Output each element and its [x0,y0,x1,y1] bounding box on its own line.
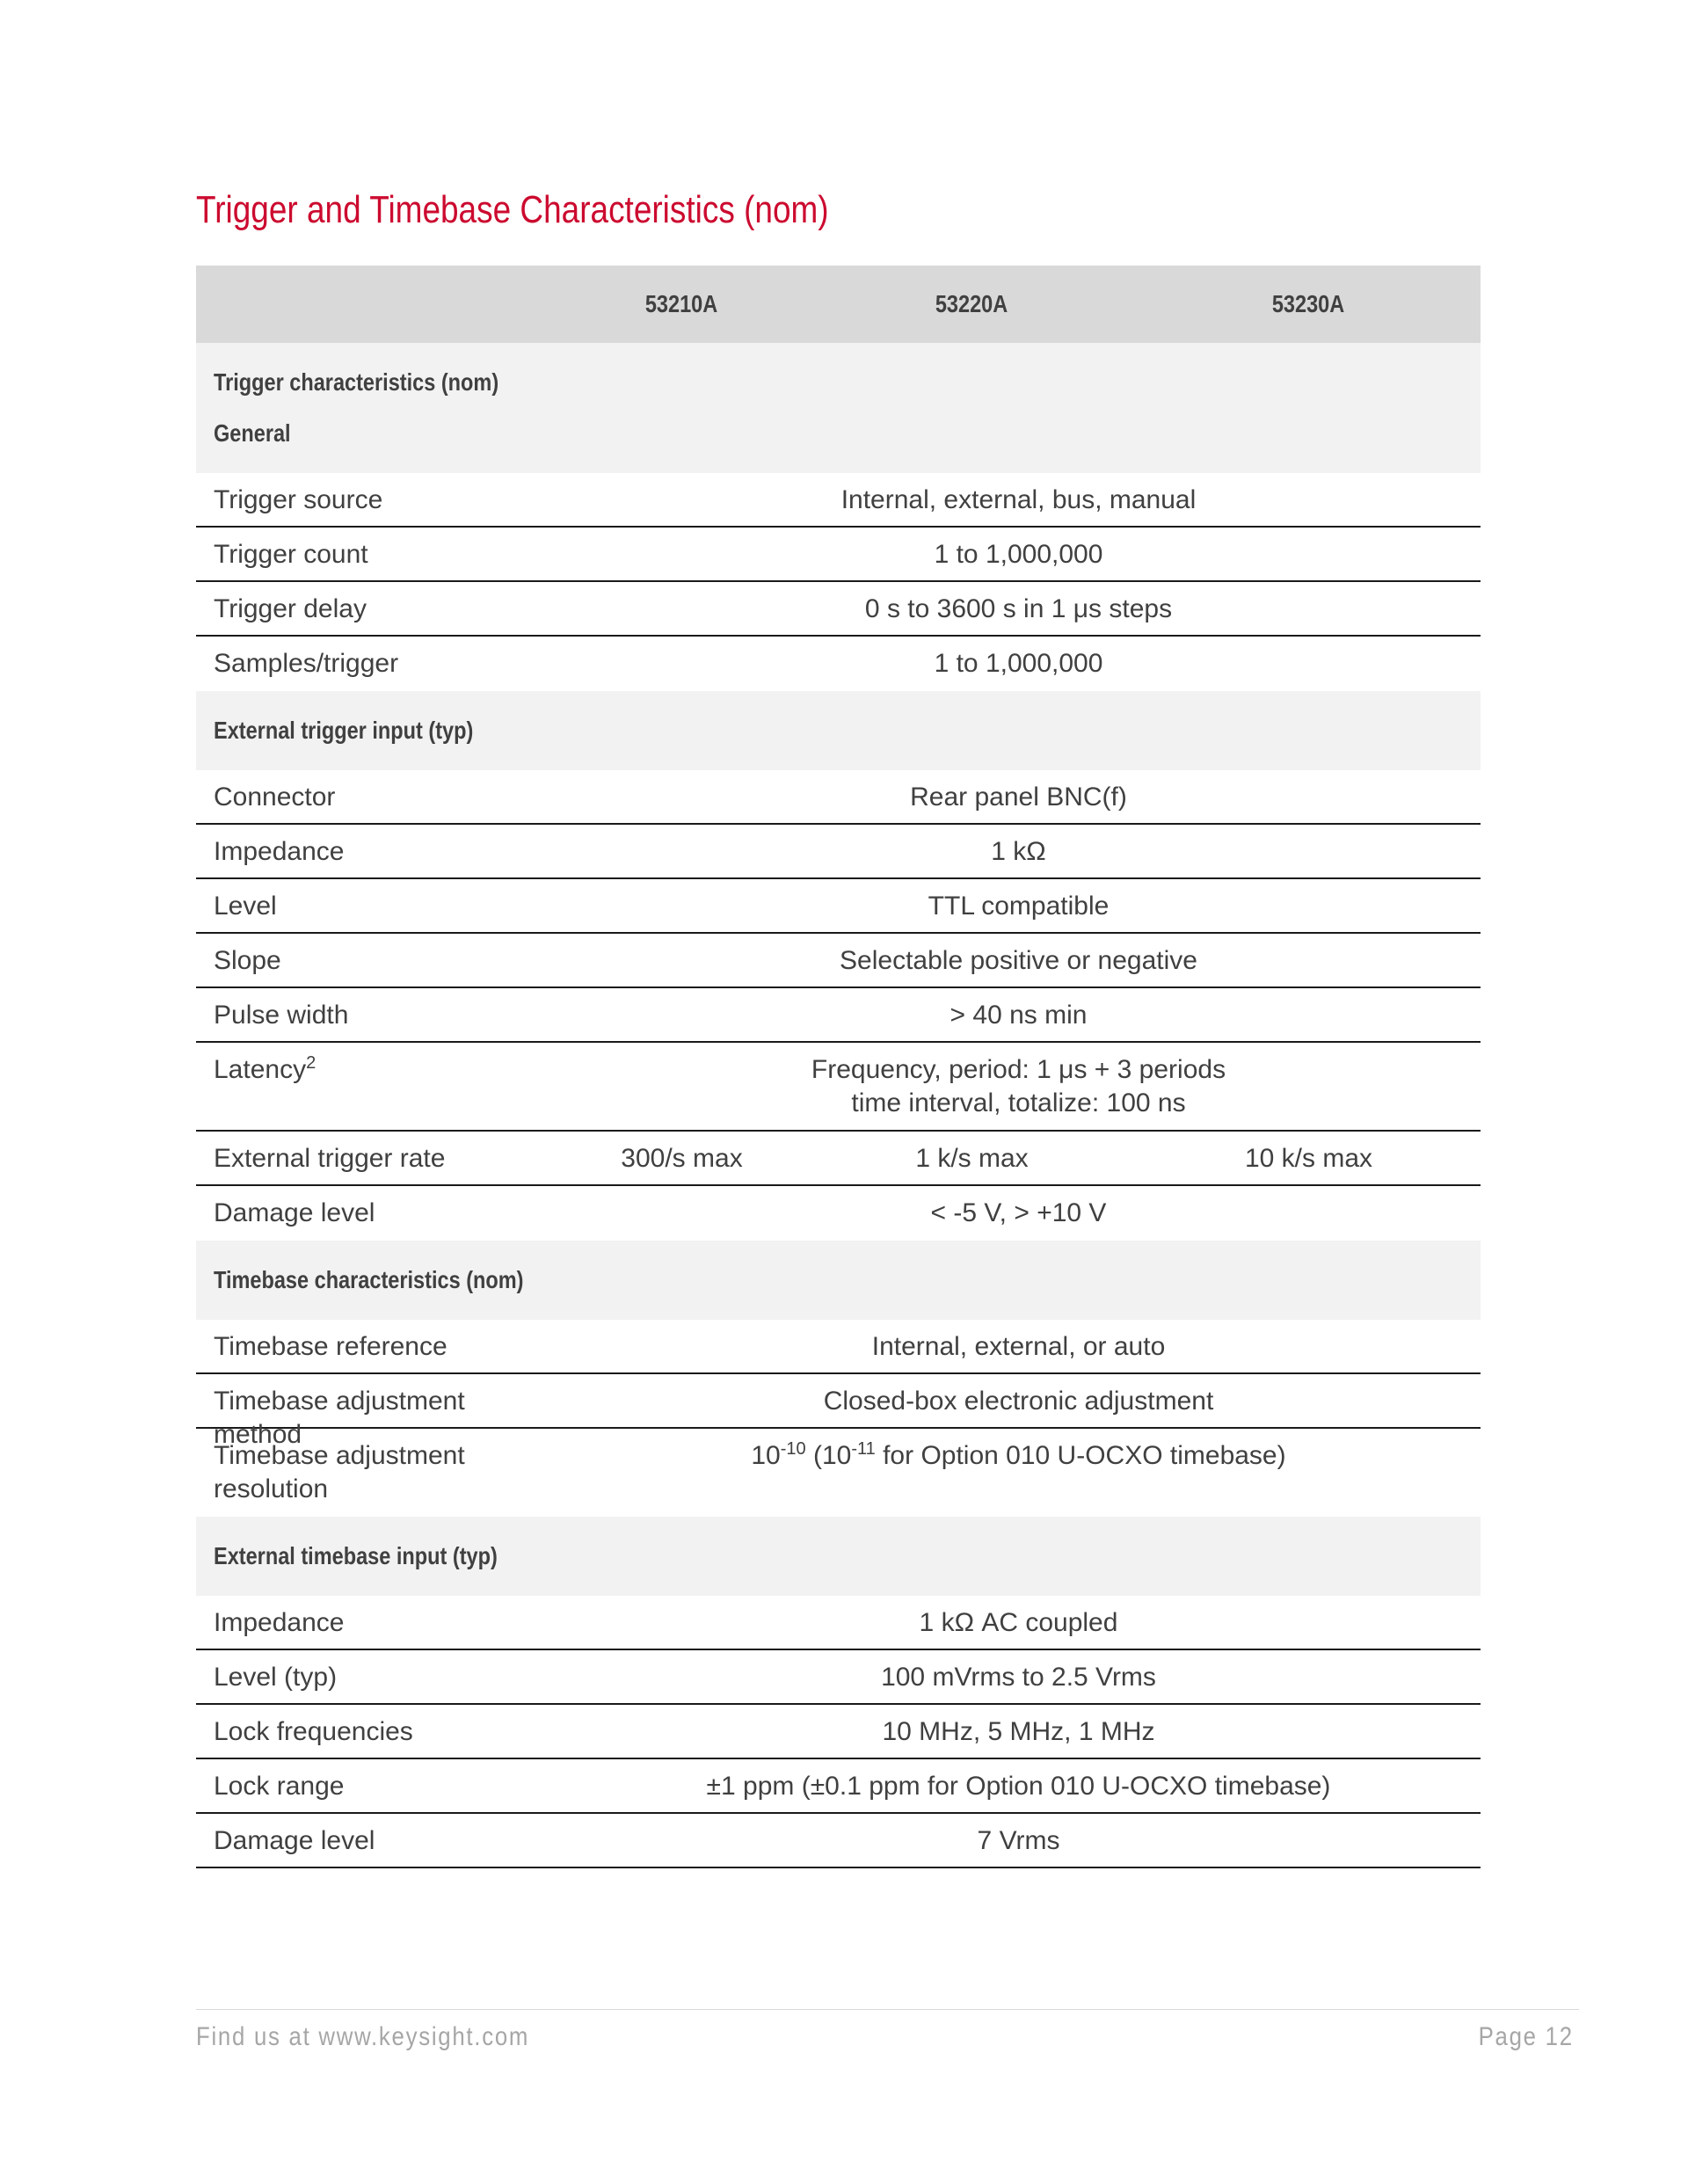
column-header-53230a: 53230A [1272,290,1345,317]
table-row [196,637,1481,691]
section-external-timebase-input [196,1517,1481,1596]
table-row [196,473,1481,528]
table-row [196,1320,1481,1374]
table-row [196,1814,1481,1868]
row-label: Connector [214,783,336,812]
row-label: Latency$^2$ [214,1053,316,1084]
row-label: Timebase adjustment resolution [214,1441,465,1503]
section-heading: External timebase input (typ) [214,1542,498,1569]
table-row [196,988,1481,1043]
row-value: Closed-box electronic adjustment [823,1387,1214,1416]
row-label: Trigger delay [214,594,367,623]
row-value: 1 to 1,000,000 [934,540,1103,569]
row-label: Damage level [214,1826,375,1855]
row-label: External trigger rate [214,1144,446,1173]
table-row [196,1759,1481,1814]
row-label: Level (typ) [214,1663,338,1692]
row-label: Trigger count [214,540,368,569]
table-row [196,770,1481,825]
row-value: 1 kΩ AC coupled [919,1608,1118,1637]
row-label: Level [214,892,277,921]
row-label: Pulse width [214,1001,349,1030]
table-row-latency [196,1043,1481,1132]
section-heading: Trigger characteristics (nom) [214,368,499,396]
row-label: Timebase adjustment method [214,1387,465,1449]
row-label: Trigger source [214,485,383,514]
row-values [557,1132,1481,1176]
table-row [196,582,1481,637]
column-header-53210a: 53210A [645,290,718,317]
table-row [196,1186,1481,1241]
section-external-trigger-input [196,691,1481,770]
row-value: TTL compatible [928,892,1110,921]
row-value: 1 kΩ [991,837,1046,866]
section-trigger-characteristics [196,343,1481,473]
table-row-adjustment-resolution [196,1429,1481,1517]
table-row [196,879,1481,934]
table-row [196,1374,1481,1449]
section-subheading: General [214,419,291,447]
row-label: Timebase reference [214,1332,447,1361]
page-title: Trigger and Timebase Characteristics (nom) [196,188,829,231]
table-row [196,1650,1481,1705]
row-value: Rear panel BNC(f) [910,783,1127,812]
table-row [196,528,1481,582]
row-value: Internal, external, or auto [871,1332,1166,1361]
section-heading: Timebase characteristics (nom) [214,1266,524,1293]
footer-website: Find us at www.keysight.com [196,2022,530,2051]
row-label: Lock frequencies [214,1717,413,1746]
column-header-53220a: 53220A [807,266,1137,343]
row-label: Slope [214,946,281,975]
footer-divider [196,2009,1579,2010]
row-value: 0 s to 3600 s in 1 μs steps [864,594,1173,623]
value-53220a: 1 k/s max [915,1144,1029,1173]
row-value: Selectable positive or negative [840,946,1197,975]
table-row [196,825,1481,879]
row-label: Damage level [214,1198,375,1227]
section-heading: External trigger input (typ) [214,717,474,744]
section-timebase-characteristics [196,1241,1481,1320]
row-value: $10^{-10}$ ($10^{-11}$ for Option 010 U-OCXO timebase) [751,1439,1286,1470]
row-value: Frequency, period: 1 μs + 3 periods time interval, totalize: 100 ns [811,1055,1226,1117]
row-value: 1 to 1,000,000 [934,649,1103,678]
row-label: Lock range [214,1772,345,1801]
spec-table [196,266,1481,1868]
table-row [196,1705,1481,1759]
row-value: Internal, external, bus, manual [840,485,1197,514]
row-value: < -5 V, > +10 V [930,1198,1107,1227]
table-row [196,934,1481,988]
row-label: Impedance [214,1608,345,1637]
row-label: Impedance [214,837,345,866]
row-value: 100 mVrms to 2.5 Vrms [881,1663,1156,1692]
row-value: > 40 ns min [950,1001,1088,1030]
row-value: 10 MHz, 5 MHz, 1 MHz [882,1717,1155,1746]
value-53210a: 300/s max [621,1144,743,1173]
value-53230a: 10 k/s max [1244,1144,1373,1173]
table-header [196,266,1481,343]
row-value: 7 Vrms [977,1826,1060,1855]
row-value: ±1 ppm (±0.1 ppm for Option 010 U-OCXO timebase) [706,1772,1331,1801]
row-label: Samples/trigger [214,649,399,678]
table-row [196,1596,1481,1650]
footer-page-number: Page 12 [1478,2022,1574,2051]
table-row-trigger-rate [196,1132,1481,1186]
footnote-marker: 2 [306,1053,316,1073]
